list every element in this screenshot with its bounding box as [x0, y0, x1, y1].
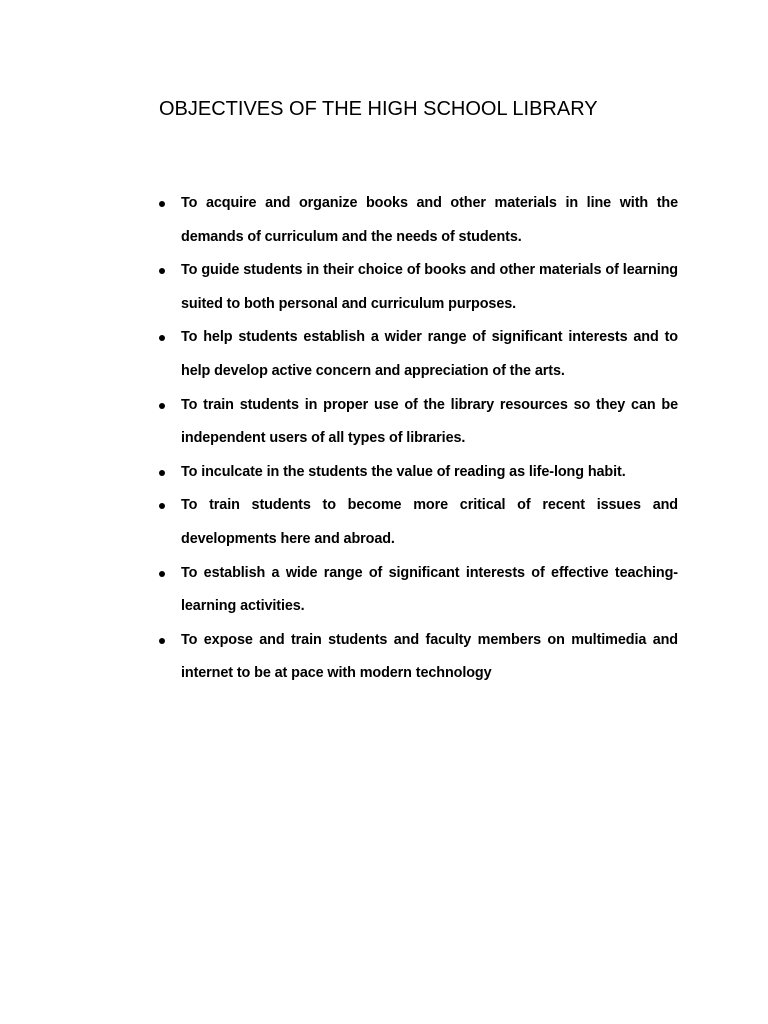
bullet-icon: [159, 638, 165, 644]
bullet-icon: [159, 268, 165, 274]
objective-text: To help students establish a wider range of significant interests and to help develop active concern and appreciation of the arts.: [181, 329, 678, 379]
objective-item: [159, 389, 678, 456]
objective-item: [159, 489, 678, 556]
objective-text: To acquire and organize books and other materials in line with the demands of curriculum and the needs of students.: [181, 195, 678, 245]
objective-text: To expose and train students and faculty members on multimedia and internet to be at pace with modern technology: [181, 631, 678, 682]
objective-text: To inculcate in the students the value of reading as life-long habit.: [181, 463, 626, 480]
objective-text: To train students in proper use of the library resources so they can be independent users of all types of libraries.: [181, 396, 678, 447]
objective-item: [159, 321, 678, 388]
objective-item: [159, 624, 678, 691]
objective-text: To establish a wide range of significant interests of effective teaching-learning activities.: [181, 564, 678, 615]
bullet-icon: [159, 470, 165, 476]
bullet-icon: [159, 403, 165, 409]
bullet-icon: [159, 335, 165, 341]
objective-item: [159, 557, 678, 624]
objective-item: [159, 187, 678, 254]
objective-item: [159, 254, 678, 321]
bullet-icon: [159, 201, 165, 207]
bullet-icon: [159, 503, 165, 509]
objective-item: [159, 456, 678, 490]
page-title: OBJECTIVES OF THE HIGH SCHOOL LIBRARY: [159, 98, 598, 120]
bullet-icon: [159, 571, 165, 577]
objectives-list: [159, 187, 678, 691]
objective-text: To guide students in their choice of books and other materials of learning suited to both personal and curriculum purposes.: [181, 262, 678, 312]
objective-text: To train students to become more critical of recent issues and developments here and abroad.: [181, 497, 678, 547]
